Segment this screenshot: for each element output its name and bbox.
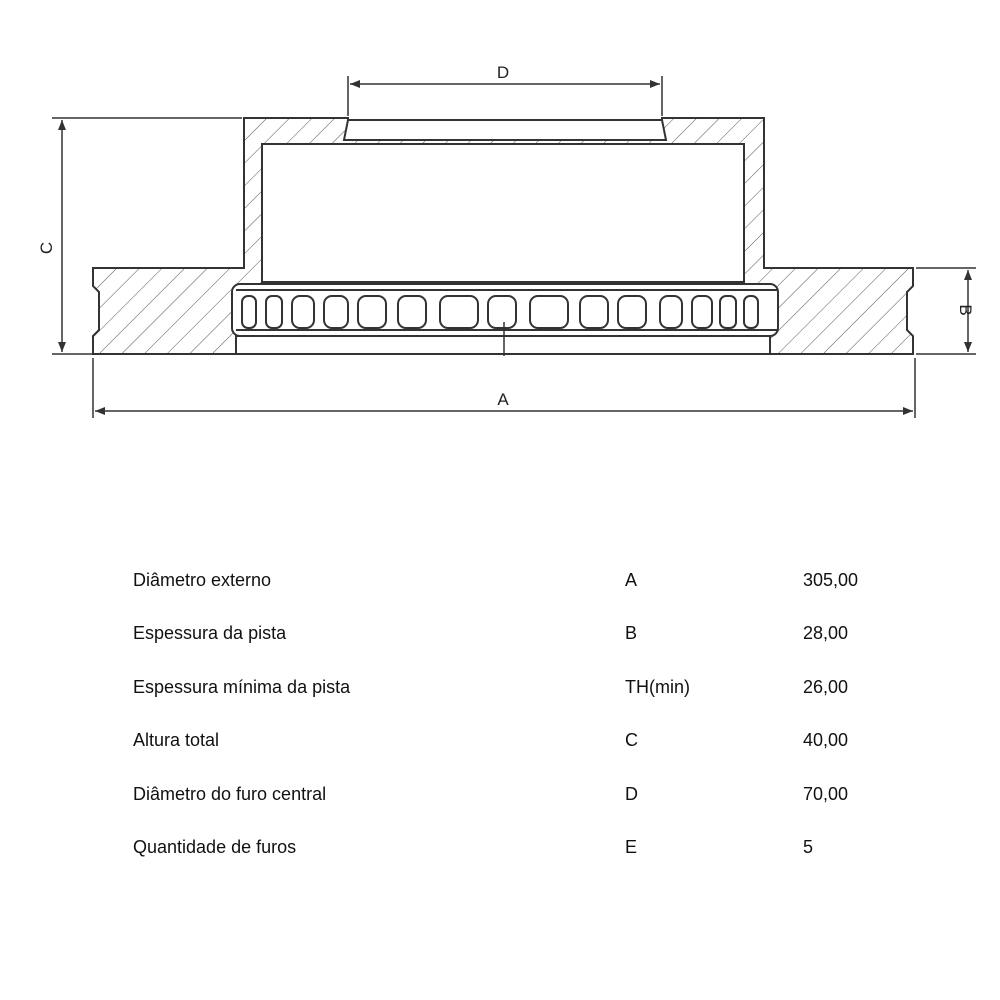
spec-label: Quantidade de furos	[133, 836, 297, 857]
specs-table	[133, 562, 893, 882]
brake-disc-drawing	[0, 0, 1000, 460]
dimension-a	[93, 358, 915, 418]
spec-label: Espessura mínima da pista	[133, 676, 351, 697]
dimension-d-label: D	[496, 63, 510, 82]
spec-row-track-thickness	[133, 615, 893, 668]
friction-ring-lower	[236, 336, 770, 354]
dimension-c-label: C	[37, 241, 56, 255]
spec-symbol: B	[625, 623, 638, 644]
spec-symbol: D	[625, 783, 638, 804]
spec-label: Diâmetro externo	[133, 570, 272, 590]
spec-label: Altura total	[133, 730, 220, 751]
spec-value: 28,00	[803, 623, 849, 644]
spec-label: Espessura da pista	[133, 623, 287, 644]
spec-row-hole-count	[133, 829, 893, 882]
dimension-b-label: B	[956, 304, 975, 316]
spec-symbol: E	[625, 836, 638, 857]
spec-row-center-bore	[133, 776, 893, 829]
spec-value: 5	[803, 836, 814, 857]
spec-value: 70,00	[803, 783, 849, 804]
bore-edge	[344, 120, 666, 140]
spec-value: 305,00	[803, 570, 859, 590]
disc-hat-cavity	[262, 144, 744, 282]
spec-symbol: A	[625, 570, 638, 590]
spec-value: 40,00	[803, 730, 849, 751]
spec-row-outer-diameter	[133, 562, 893, 615]
spec-row-total-height	[133, 722, 893, 775]
spec-row-min-thickness	[133, 669, 893, 722]
spec-value: 26,00	[803, 676, 849, 697]
dimension-a-label: A	[497, 390, 509, 409]
dimension-d	[348, 76, 662, 116]
spec-label: Diâmetro do furo central	[133, 783, 327, 804]
spec-symbol: TH(min)	[625, 676, 690, 697]
spec-symbol: C	[625, 730, 638, 751]
